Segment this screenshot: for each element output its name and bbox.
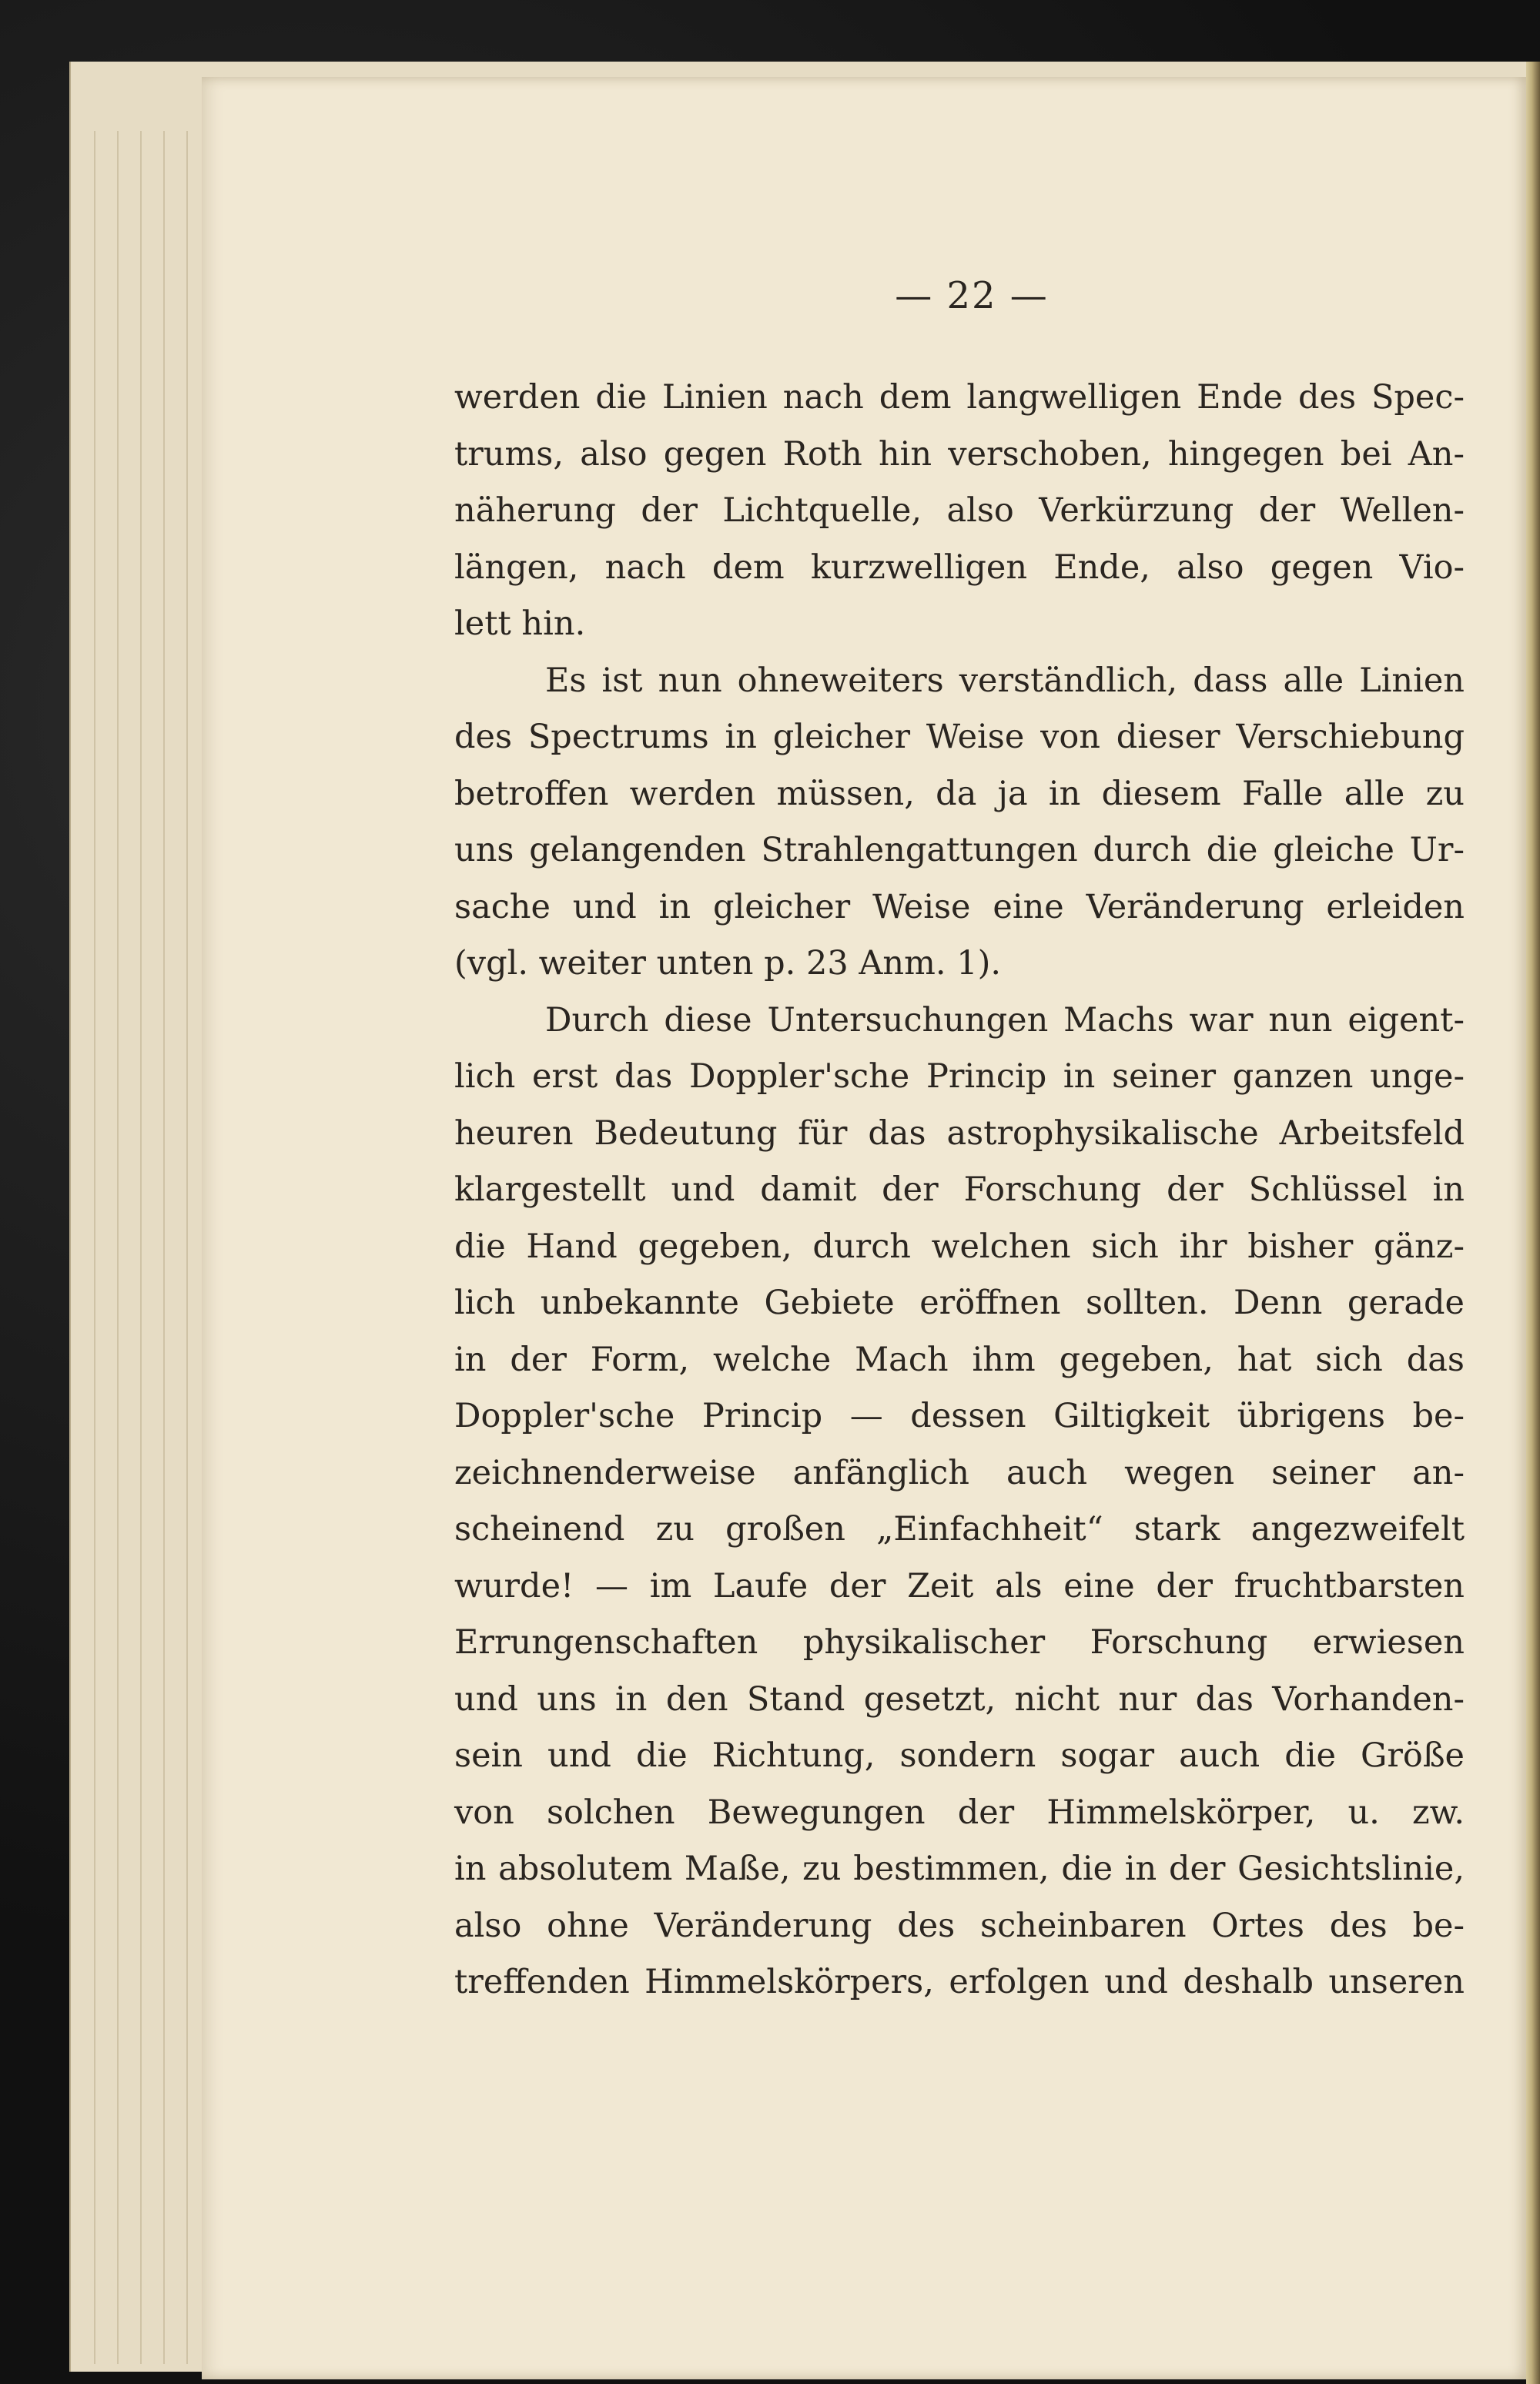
text-line: näherung der Lichtquelle, also Verkürzung der Wellen- [454, 491, 1465, 530]
text-line: werden die Linien nach dem langwelligen Ende des Spec- [454, 378, 1465, 417]
text-line: von solchen Bewegungen der Himmelskörper, u. zw. [454, 1793, 1465, 1832]
body-text [454, 370, 1465, 2011]
text-line: Doppler'sche Princip — dessen Giltigkeit übrigens be- [454, 1397, 1465, 1435]
text-line: heuren Bedeutung für das astrophysikalische Arbeitsfeld [454, 1113, 1465, 1153]
page-edge-line [94, 131, 95, 2364]
text-line: in der Form, welche Mach ihm gegeben, hat sich das [454, 1340, 1465, 1379]
page-edge-line [140, 131, 142, 2364]
text-line: trums, also gegen Roth hin verschoben, hingegen bei An- [454, 434, 1465, 474]
text-line: klargestellt und damit der Forschung der Schlüssel in [454, 1170, 1465, 1209]
text-line: die Hand gegeben, durch welchen sich ihr bisher gänz- [454, 1227, 1465, 1266]
text-line: uns gelangenden Strahlengattungen durch die gleiche Ur- [454, 831, 1465, 869]
text-line: zeichnenderweise anfänglich auch wegen seiner an- [454, 1453, 1465, 1492]
text-line: des Spectrums in gleicher Weise von dieser Verschiebung [454, 718, 1465, 756]
text-line: lich erst das Doppler'sche Princip in seiner ganzen unge- [454, 1057, 1465, 1096]
text-line: sein und die Richtung, sondern sogar auch die Größe [454, 1736, 1465, 1775]
text-line: betroffen werden müssen, da ja in diesem Falle alle zu [454, 774, 1465, 813]
text-line: und uns in den Stand gesetzt, nicht nur das Vorhanden- [454, 1679, 1465, 1719]
text-line: längen, nach dem kurzwelligen Ende, also gegen Vio- [454, 547, 1465, 587]
page-right-edge [1526, 62, 1540, 2384]
text-line: lich unbekannte Gebiete eröffnen sollten. Denn gerade [454, 1284, 1465, 1322]
text-line: sache und in gleicher Weise eine Veränderung erleiden [454, 887, 1465, 926]
text-line: also ohne Veränderung des scheinbaren Ortes des be- [454, 1906, 1465, 1945]
text-line: (vgl. weiter unten p. 23 Anm. 1). [454, 944, 1002, 983]
page-edge-line [117, 131, 119, 2364]
text-line: scheinend zu großen „Einfachheit“ stark angezweifelt [454, 1510, 1465, 1549]
page-edge-line [163, 131, 165, 2364]
text-line: lett hin. [454, 604, 586, 643]
page-number: — 22 — [895, 274, 1049, 317]
text-line: treffenden Himmelskörpers, erfolgen und deshalb unseren [454, 1963, 1465, 2001]
text-line: Durch diese Untersuchungen Machs war nun eigent- [545, 1000, 1465, 1040]
page-edge-line [186, 131, 188, 2364]
text-line: Es ist nun ohneweiters verständlich, dass alle Linien [545, 661, 1465, 700]
text-line: in absolutem Maße, zu bestimmen, die in der Gesichtslinie, [454, 1850, 1465, 1888]
text-line: wurde! — im Laufe der Zeit als eine der fruchtbarsten [454, 1566, 1465, 1606]
text-line: Errungenschaften physikalischer Forschung erwiesen [454, 1623, 1465, 1662]
